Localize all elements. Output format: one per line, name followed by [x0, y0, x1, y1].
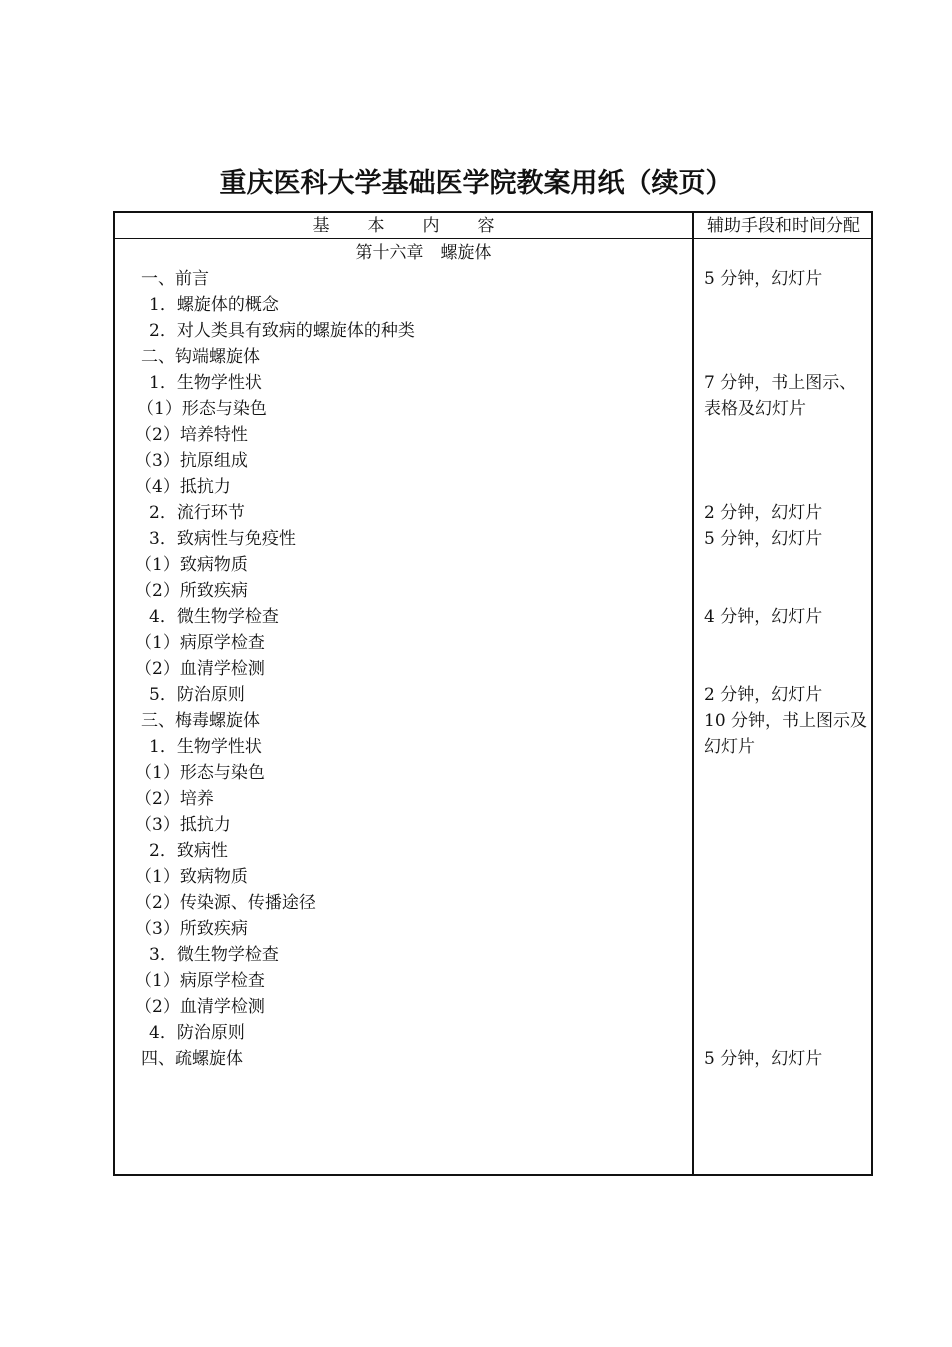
- content-line: 1．生物学性状: [149, 737, 262, 757]
- content-line: （1）形态与染色: [137, 399, 267, 419]
- content-line: 2．致病性: [149, 841, 228, 861]
- content-line: （1）致病物质: [135, 555, 248, 575]
- header-aids-time: 辅助手段和时间分配: [707, 216, 860, 236]
- lesson-plan-table: [113, 211, 873, 1176]
- content-line: 1．螺旋体的概念: [149, 295, 279, 315]
- content-line: （2）所致疾病: [135, 581, 248, 601]
- header-char: 内: [422, 216, 440, 236]
- aid-entry: 2 分钟，幻灯片: [704, 503, 823, 523]
- content-line: （1）致病物质: [135, 867, 248, 887]
- content-line: 三、梅毒螺旋体: [141, 711, 260, 731]
- content-line: （3）抗原组成: [135, 451, 248, 471]
- content-line: 2．对人类具有致病的螺旋体的种类: [149, 321, 415, 341]
- content-line: （1）病原学检查: [135, 971, 265, 991]
- content-line: 5．防治原则: [149, 685, 245, 705]
- header-basic-content: [115, 213, 692, 239]
- aid-entry: 5 分钟，幻灯片: [704, 1049, 823, 1069]
- content-line: 四、疏螺旋体: [141, 1049, 243, 1069]
- content-line: （2）血清学检测: [135, 659, 265, 679]
- aid-entry: 5 分钟，幻灯片: [704, 269, 823, 289]
- content-column: [115, 240, 692, 1072]
- chapter-heading: 第十六章 螺旋体: [355, 243, 492, 263]
- column-divider: [692, 213, 694, 1174]
- content-line: 3．微生物学检查: [149, 945, 279, 965]
- table-header-row: [115, 213, 871, 239]
- content-line: 4．微生物学检查: [149, 607, 279, 627]
- aid-entry: 7 分钟，书上图示、表格及幻灯片: [704, 373, 857, 419]
- content-line: （2）传染源、传播途径: [135, 893, 316, 913]
- header-char: 基: [312, 216, 330, 236]
- content-line: 4．防治原则: [149, 1023, 245, 1043]
- header-char: 容: [477, 216, 495, 236]
- content-line: （4）抵抗力: [135, 477, 231, 497]
- content-line: 二、钩端螺旋体: [141, 347, 260, 367]
- content-line: （1）病原学检查: [135, 633, 265, 653]
- content-line: （2）血清学检测: [135, 997, 265, 1017]
- page-title: 重庆医科大学基础医学院教案用纸（续页）: [219, 168, 733, 199]
- content-line: 2．流行环节: [149, 503, 245, 523]
- aid-entry: 4 分钟，幻灯片: [704, 607, 823, 627]
- content-line: （2）培养特性: [135, 425, 248, 445]
- content-line: 1．生物学性状: [149, 373, 262, 393]
- aid-entry: 10 分钟，书上图示及幻灯片: [704, 711, 868, 757]
- aid-entry: 2 分钟，幻灯片: [704, 685, 823, 705]
- content-line: （3）抵抗力: [135, 815, 231, 835]
- header-char: 本: [367, 216, 385, 236]
- content-line: （3）所致疾病: [135, 919, 248, 939]
- content-line: （2）培养: [135, 789, 214, 809]
- content-line: 一、前言: [141, 269, 209, 289]
- content-line: （1）形态与染色: [135, 763, 265, 783]
- aid-entry: 5 分钟，幻灯片: [704, 529, 823, 549]
- content-line: 3．致病性与免疫性: [149, 529, 296, 549]
